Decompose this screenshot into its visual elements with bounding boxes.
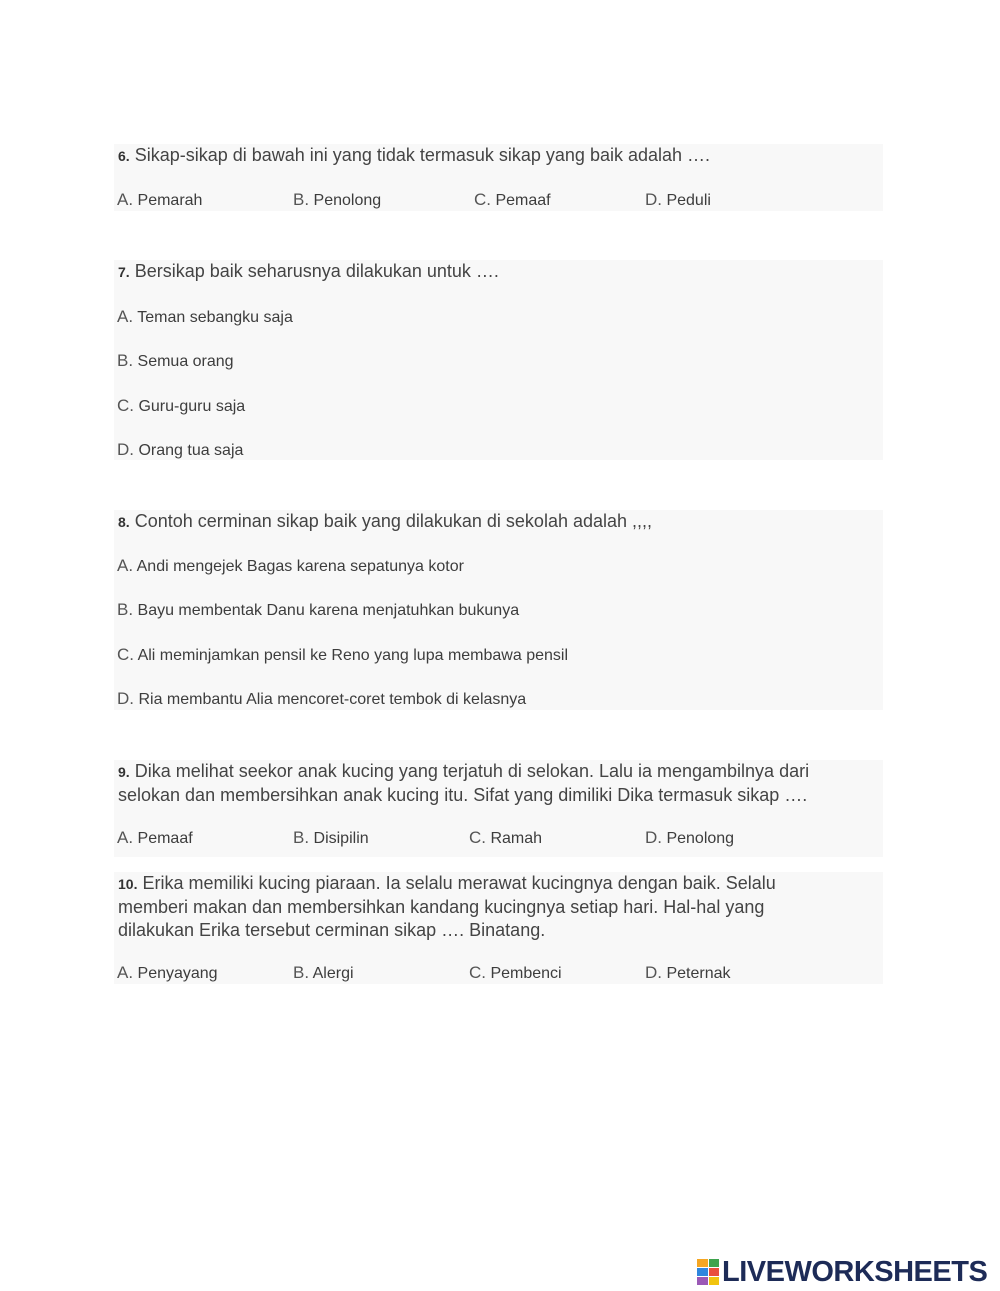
question-text: Sikap-sikap di bawah ini yang tidak termasuk sikap yang baik adalah …. xyxy=(134,145,711,165)
option-a[interactable]: A. Pemaaf xyxy=(117,828,193,847)
option-d[interactable]: D. Penolong xyxy=(645,828,735,847)
option-b[interactable]: B. Penolong xyxy=(293,190,382,209)
option-a[interactable]: A. Penyayang xyxy=(117,963,218,982)
question-text-line: memberi makan dan membersihkan kandang kucingnya setiap hari. Hal-hal yang xyxy=(118,897,765,917)
question-10-text xyxy=(118,872,776,942)
question-number: 9. xyxy=(118,764,130,780)
question-text-line: dilakukan Erika tersebut cerminan sikap …. Binatang. xyxy=(118,920,546,940)
question-number: 7. xyxy=(118,264,130,280)
question-6-text xyxy=(118,144,710,168)
option-a[interactable]: A. Pemarah xyxy=(117,190,203,209)
option-d[interactable]: D. Peternak xyxy=(645,963,731,982)
question-text-line: selokan dan membersihkan anak kucing itu. Sifat yang dimiliki Dika termasuk sikap …. xyxy=(118,785,808,805)
question-text: Contoh cerminan sikap baik yang dilakukan di sekolah adalah ,,,, xyxy=(134,511,653,531)
option-c[interactable]: C. Pembenci xyxy=(469,963,562,982)
question-9-text xyxy=(118,760,809,807)
option-b[interactable]: B. Disipilin xyxy=(293,828,369,847)
question-number: 10. xyxy=(118,876,138,892)
question-number: 6. xyxy=(118,148,130,164)
option-c[interactable]: C. Guru-guru saja xyxy=(117,396,246,415)
question-8-text xyxy=(118,510,652,534)
question-number: 8. xyxy=(118,514,130,530)
question-9-block xyxy=(114,760,883,857)
question-text-line: Erika memiliki kucing piaraan. Ia selalu merawat kucingnya dengan baik. Selalu xyxy=(142,873,776,893)
question-6-block xyxy=(114,144,883,211)
question-10-block xyxy=(114,872,883,984)
option-d[interactable]: D. Peduli xyxy=(645,190,711,209)
question-8-block xyxy=(114,510,883,710)
option-d[interactable]: D. Orang tua saja xyxy=(117,440,244,459)
option-b[interactable]: B. Alergi xyxy=(293,963,354,982)
logo-mark-icon xyxy=(697,1259,719,1285)
option-d[interactable]: D. Ria membantu Alia mencoret-coret tembok di kelasnya xyxy=(117,689,527,708)
option-c[interactable]: C. Pemaaf xyxy=(474,190,551,209)
question-text: Bersikap baik seharusnya dilakukan untuk …. xyxy=(134,261,499,281)
option-a[interactable]: A. Teman sebangku saja xyxy=(117,307,293,326)
option-c[interactable]: C. Ramah xyxy=(469,828,543,847)
question-text-line: Dika melihat seekor anak kucing yang terjatuh di selokan. Lalu ia mengambilnya dari xyxy=(134,761,810,781)
option-b[interactable]: B. Semua orang xyxy=(117,351,234,370)
question-7-block xyxy=(114,260,883,460)
liveworksheets-logo xyxy=(697,1256,987,1288)
logo-text: LIVEWORKSHEETS xyxy=(722,1255,988,1288)
option-a[interactable]: A. Andi mengejek Bagas karena sepatunya kotor xyxy=(117,556,464,575)
option-b[interactable]: B. Bayu membentak Danu karena menjatuhkan bukunya xyxy=(117,600,520,619)
option-c[interactable]: C. Ali meminjamkan pensil ke Reno yang lupa membawa pensil xyxy=(117,645,568,664)
question-7-text xyxy=(118,260,499,284)
